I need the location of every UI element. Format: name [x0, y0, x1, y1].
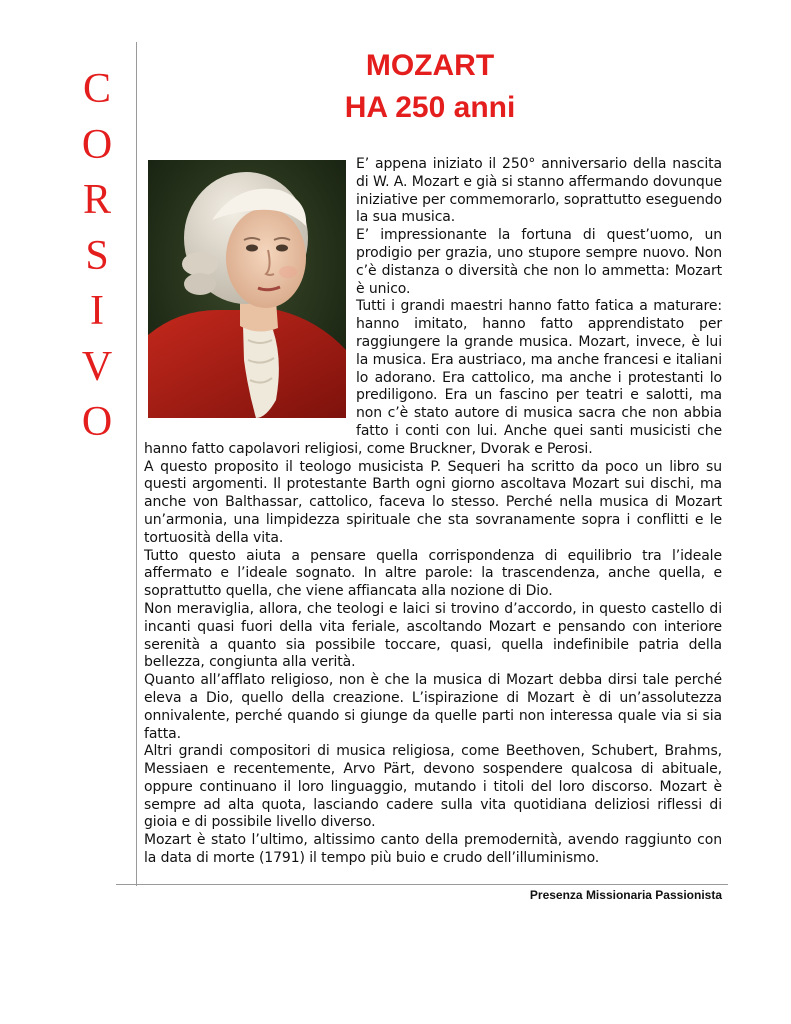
portrait-wrap-space: [144, 156, 356, 426]
corsivo-letter: S: [85, 232, 109, 279]
article-paragraph: Tutto questo aiuta a pensare quella corrispondenza di equilibrio tra l’ideale affermato e l’ideale sognato. In altre parole: la trascendenza, anche quella, e soprattutto quella, che viene affiancata alla nozione di Dio.: [144, 547, 722, 600]
article-title: MOZART: [365, 49, 495, 82]
article-paragraph: Non meraviglia, allora, che teologi e laici si trovino d’accordo, in questo castello di incanti quasi fuori della vita feriale, ascoltando Mozart e pensando con interiore serenità a quanto sia possibile toccare, quasi, quella indefinibile patria della bellezza, congiunta alla verità.: [144, 600, 722, 671]
corsivo-letter: V: [81, 343, 113, 390]
corsivo-letter: O: [81, 121, 113, 168]
article-paragraph: E’ appena iniziato il 250° anniversario della nascita di W. A. Mozart e già si stanno affermando dovunque iniziative per commemorarlo, soprattutto eseguendo la sua musica.: [356, 156, 722, 226]
article-body: [144, 156, 722, 868]
article-subtitle: HA 250 anni: [344, 91, 516, 124]
article-paragraph: E’ impressionante la fortuna di quest’uomo, un prodigio per grazia, uno stupore sempre nuovo. Non c’è distanza o diversità che non lo ammetta: Mozart è unico.: [356, 227, 722, 297]
corsivo-letter: R: [82, 177, 111, 223]
article-paragraph: Quanto all’afflato religioso, non è che la musica di Mozart debba dirsi tale perché eleva a Dio, quello della creazione. L’ispirazione di Mozart è di un’assolutezza onnivalente, perché quando si giunge da quelle parti non interessa quale via si sia fatta.: [144, 672, 722, 742]
corsivo-vertical-title: [62, 62, 132, 451]
corsivo-letter: O: [81, 399, 113, 445]
horizontal-rule: [116, 884, 728, 885]
article-paragraph: Altri grandi compositori di musica religiosa, come Beethoven, Schubert, Brahms, Messiaen e recentemente, Arvo Pärt, devono sospendere qualcosa di abituale, oppure continuano il loro linguaggio, mutando i titoli del loro discorso. Mozart è sempre ad alta quota, lasciando cadere sulla vita quotidiana deliziosi riflessi di gioia e di possibile livello diverso.: [144, 743, 722, 831]
publication-credit: Presenza Missionaria Passionista: [529, 888, 722, 902]
vertical-rule: [136, 42, 137, 886]
corsivo-letter: C: [82, 66, 111, 112]
article-paragraph: Mozart è stato l’ultimo, altissimo canto della premodernità, avendo raggiunto con la data di morte (1791) il tempo più buio e crudo dell’illuminismo.: [144, 832, 722, 867]
article-paragraph: A questo proposito il teologo musicista P. Sequeri ha scritto da poco un libro su questi argomenti. Il protestante Barth ogni giorno ascoltava Mozart sui dischi, ma anche von Balthassar, cattolico, faceva lo stesso. Perché nella musica di Mozart un’armonia, una limpidezza spirituale che sta sovranamente sopra i conflitti e le tortuosità della vita.: [144, 458, 722, 546]
article-paragraph: Tutti i grandi maestri hanno fatto fatica a maturare: hanno imitato, hanno fatto apprendistato per raggiungere la grande musica. Mozart, invece, è lui la musica. Era austriaco, ma anche francesi e italiani lo adorano. Era cattolico, ma anche i protestanti lo prediligono. Era un fascino per teatri e salotti, ma non c’è stato autore di musica sacra che non abbia fatto i conti con lui. Anche quei santi musicisti che hanno fatto capolavori religiosi, come Bruckner, Dvorak e Perosi.: [144, 298, 722, 457]
corsivo-letter: I: [90, 288, 104, 334]
